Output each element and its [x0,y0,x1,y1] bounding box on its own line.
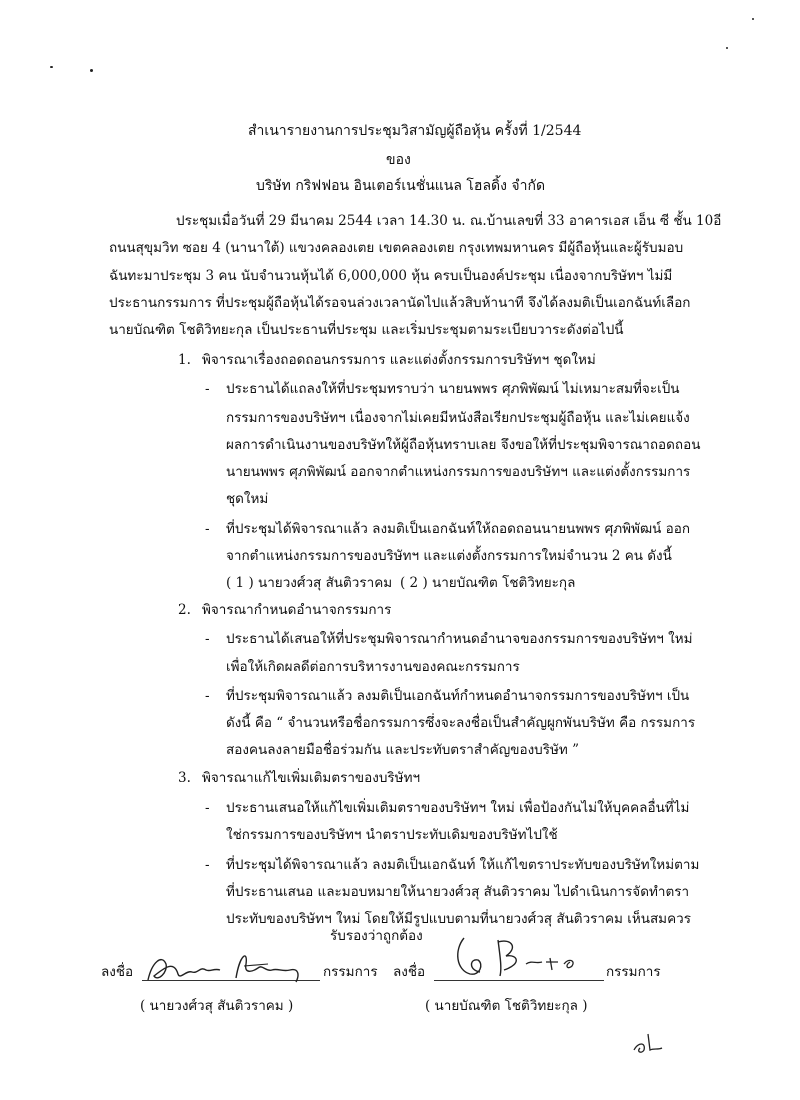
intro-line: ประธานกรรมการ ที่ประชุมผู้ถือหุ้นได้รอจนล่วงเวลานัดไปแล้วสิบห้านาที จึงได้ลงมติเป็นเอกฉันท์เลือก [109,295,691,311]
document-title-of: ของ [386,152,411,168]
bullet-line: ชุดใหม่ [226,491,269,507]
agenda-number: 1. [178,352,191,368]
bullet-line: ใช่กรรมการของบริษัทฯ นำตราประทับเดิมของบริษัทไปใช้ [226,827,558,843]
bullet-line: ที่ประชุมได้พิจารณาแล้ว ลงมติเป็นเอกฉันท์ให้ถอดถอนนายนพพร ศุภพิพัฒน์ ออก [226,521,691,537]
intro-line: ประชุมเมื่อวันที่ 29 มีนาคม 2544 เวลา 14.30 น. ณ.บ้านเลขที่ 33 อาคารเอส เอ็น ซี ชั้น 10อี [176,213,722,229]
signer-role: กรรมการ [606,964,661,980]
bullet-line: ที่ประชุมได้พิจารณาแล้ว ลงมติเป็นเอกฉันท์ ให้แก้ไขตราประทับของบริษัทใหม่ตาม [226,857,700,873]
bullet-line: ประทับของบริษัทฯ ใหม่ โดยให้มีรูปแบบตามที่นายวงศ์วสุ สันติวราคม เห็นสมควร [226,911,691,927]
scan-speck [726,47,728,49]
sign-label: ลงชื่อ [101,964,134,980]
bullet-line: ดังนี้ คือ “ จำนวนหรือชื่อกรรมการซึ่งจะลงชื่อเป็นสำคัญผูกพันบริษัท คือ กรรมการ [226,715,696,731]
bullet-line: ที่ประธานเสนอ และมอบหมายให้นายวงศ์วสุ สันติวราคม ไปดำเนินการจัดทำตรา [226,884,690,900]
appointee-1: ( 1 ) นายวงศ์วสุ สันติวราคม [226,575,393,591]
initials-mark [628,1028,668,1058]
bullet-line: กรรมการของบริษัทฯ เนื่องจากไม่เคยมีหนังสือเรียกประชุมผู้ถือหุ้น และไม่เคยแจ้ง [226,410,690,426]
signature-image [140,942,320,992]
scan-speck [752,18,754,20]
bullet-line: เพื่อให้เกิดผลดีต่อการบริหารงานของคณะกรรมการ [226,659,520,675]
bullet-line: จากตำแหน่งกรรมการของบริษัทฯ และแต่งตั้งกรรมการใหม่จำนวน 2 คน ดังนี้ [226,548,672,564]
scan-speck [50,66,53,68]
bullet-dash: - [205,631,210,647]
agenda-heading: พิจารณาเรื่องถอดถอนกรรมการ และแต่งตั้งกรรมการบริษัทฯ ชุดใหม่ [202,352,596,368]
signer-name: ( นายบัณฑิต โชติวิทยะกุล ) [425,998,588,1014]
signer-name: ( นายวงศ์วสุ สันติวราคม ) [140,998,294,1014]
bullet-line: นายนพพร ศุภพิพัฒน์ ออกจากตำแหน่งกรรมการของบริษัทฯ และแต่งตั้งกรรมการ [226,464,691,480]
document-title: สำเนารายงานการประชุมวิสามัญผู้ถือหุ้น ครั้งที่ 1/2544 [248,123,582,139]
bullet-line: ผลการดำเนินงานของบริษัทให้ผู้ถือหุ้นทราบเลย จึงขอให้ที่ประชุมพิจารณาถอดถอน [226,437,701,453]
bullet-dash: - [205,800,210,816]
certification-text: รับรองว่าถูกต้อง [330,928,423,944]
intro-line: ถนนสุขุมวิท ซอย 4 (นานาใต้) แขวงคลองเตย เขตคลองเตย กรุงเทพมหานคร มีผู้ถือหุ้นและผู้รับมอบ [109,240,684,256]
bullet-dash: - [205,521,210,537]
sign-label: ลงชื่อ [393,964,426,980]
company-name: บริษัท กริฟฟอน อินเตอร์เนชั่นแนล โฮลดิ้ง จำกัด [256,178,546,194]
bullet-dash: - [205,688,210,704]
appointee-2: ( 2 ) นายบัณฑิต โชติวิทยะกุล [400,575,576,591]
signature-image [450,930,590,985]
agenda-heading: พิจารณากำหนดอำนาจกรรมการ [202,602,392,618]
bullet-line: สองคนลงลายมือชื่อร่วมกัน และประทับตราสำคัญของบริษัท ” [226,742,579,758]
bullet-line: ประธานได้เสนอให้ที่ประชุมพิจารณากำหนดอำนาจของกรรมการของบริษัทฯ ใหม่ [226,631,693,647]
bullet-line: ประธานได้แถลงให้ที่ประชุมทราบว่า นายนพพร ศุภพิพัฒน์ ไม่เหมาะสมที่จะเป็น [226,381,680,397]
intro-line: นายบัณฑิต โชติวิทยะกุล เป็นประธานที่ประชุม และเริ่มประชุมตามระเบียบวาระดังต่อไปนี้ [109,322,624,338]
signer-role: กรรมการ [323,964,378,980]
scan-speck [90,69,93,72]
agenda-number: 2. [178,602,191,618]
bullet-dash: - [205,381,210,397]
agenda-number: 3. [178,770,191,786]
agenda-heading: พิจารณาแก้ไขเพิ่มเติมตราของบริษัทฯ [202,770,421,786]
bullet-line: ที่ประชุมพิจารณาแล้ว ลงมติเป็นเอกฉันท์กำหนดอำนาจกรรมการของบริษัทฯ เป็น [226,688,690,704]
intro-line: ฉันทะมาประชุม 3 คน นับจำนวนหุ้นได้ 6,000,000 หุ้น ครบเป็นองค์ประชุม เนื่องจากบริษัทฯ ไม่มี [109,268,673,284]
bullet-line: ประธานเสนอให้แก้ไขเพิ่มเติมตราของบริษัทฯ ใหม่ เพื่อป้องกันไม่ให้บุคคลอื่นที่ไม่ [226,800,690,816]
bullet-dash: - [205,857,210,873]
